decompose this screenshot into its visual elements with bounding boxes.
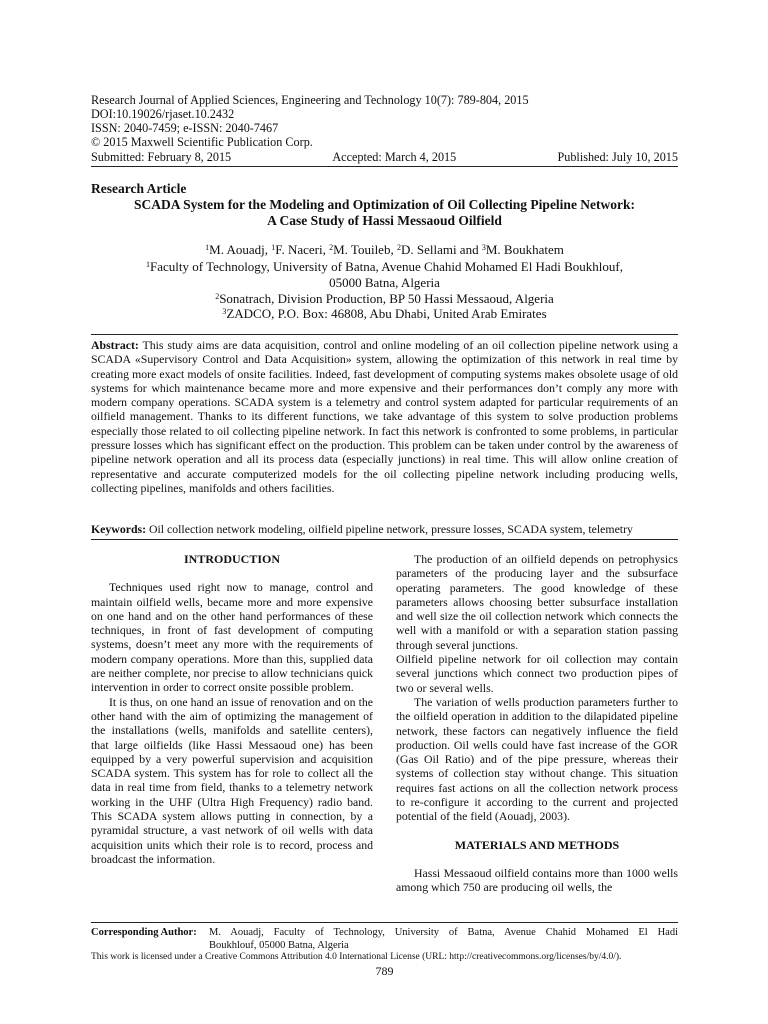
title-line-2: A Case Study of Hassi Messaoud Oilfield [267,213,502,228]
affiliation-2-text: Sonatrach, Division Production, BP 50 Hassi Messaoud, Algeria [219,291,554,306]
title-line-1: SCADA System for the Modeling and Optimization of Oil Collecting Pipeline Network: [133,197,636,212]
header-divider [91,166,678,167]
author-list [91,242,678,257]
author-sup: 3 [481,243,486,252]
license-note: This work is licensed under a Creative Commons Attribution 4.0 International License (URL: http://creativecommons.org/licenses/by/4.0/). [91,952,622,962]
author-sup: 1 [271,243,276,252]
author-name: D. Sellami and [400,242,482,257]
affiliation-sup: 3 [222,307,227,316]
corresponding-author-text: M. Aouadj, Faculty of Technology, University of Batna, Avenue Chahid Mohamed El Hadi [209,927,678,938]
section-heading-introduction: INTRODUCTION [183,552,280,566]
abstract-top-divider [91,334,678,335]
affiliation-2 [91,291,678,306]
doi-line: DOI:10.19026/rjaset.10.2432 [91,107,235,121]
section-heading-materials-methods: MATERIALS AND METHODS [454,837,620,852]
author-sup: 2 [396,243,401,252]
corresponding-author [91,927,678,952]
abstract [91,338,678,495]
journal-citation: Research Journal of Applied Sciences, Engineering and Technology 10(7): 789-804, 2015 [91,93,529,107]
intro-paragraph-1: Techniques used right now to manage, control and maintain oilfield wells, became more and more expensive on one hand and on the other hand performances of these techniques, in front of fast development of computing systems, doesn’t meet any more with the requirements of modern company operations. More than this, supplied data are neither complete, nor precise to allow technicians quick intervention in order to correct onsite possible problem. [91,580,373,695]
corresponding-author-label: Corresponding Author: [91,927,197,938]
issn-line: ISSN: 2040-7459; e-ISSN: 2040-7467 [91,121,279,135]
right-paragraph-1b: Oilfield pipeline network for oil collection may contain several junctions which connect two production pipes of two or several wells. [396,652,678,695]
affiliation-sup: 1 [146,260,151,269]
abstract-label: Abstract: [91,338,139,352]
author-name: M. Touileb, [333,242,397,257]
affiliation-3-text: ZADCO, P.O. Box: 46808, Abu Dhabi, United Arab Emirates [226,306,547,321]
corresponding-author-address: Boukhlouf, 05000 Batna, Algeria [209,939,349,951]
author-sup: 2 [329,243,334,252]
affiliation-1-line2: 05000 Batna, Algeria [329,275,440,290]
abstract-text: This study aims are data acquisition, control and online modeling of an oil collection pipeline network using a SCADA «Supervisory Control and Data Acquisition» system, allowing the optimization of this network in real time by creating more exact models of onsite facilities. Indeed, fast development of computing systems makes obsolete usage of old systems for which maintenance became more and more expensive and their performances don’t comply any more with modern company operations. SCADA system is a telemetry and control system adapted for particular requirements of an oilfield management. Thanks to its different functions, we take advantage of this system to solve production problems especially those related to oil collecting pipeline network. In fact this network is confronted to some problems, in particular pressure losses which has significant effect on the production. This problem can be taken under control by the awareness of pipeline network operation and all its process data (especially junctions) in real time. This will allow online creation of representative and accurate computerized models for the oil collecting pipeline network including producing wells, collecting pipelines, manifolds and others facilities. [91,338,678,495]
page-number: 789 [375,964,394,978]
dates-line [91,150,678,165]
author-name: M. Boukhatem [485,242,564,257]
affiliation-1-text: Faculty of Technology, University of Batna, Avenue Chahid Mohamed El Hadi Boukhlouf, [150,259,623,274]
right-column [396,552,678,895]
keywords [91,522,678,537]
methods-paragraph-1: Hassi Messaoud oilfield contains more than 1000 wells among which 750 are producing oil wells, the [396,865,678,895]
published-date: Published: July 10, 2015 [557,150,678,164]
left-column [91,552,373,866]
affiliation-3 [91,306,678,321]
article-type: Research Article [91,181,187,196]
affiliation-1 [91,259,678,274]
accepted-date: Accepted: March 4, 2015 [332,150,457,164]
author-name: M. Aouadj, [209,242,272,257]
keywords-divider [91,539,678,540]
author-name: F. Naceri, [275,242,330,257]
footer-divider [91,922,678,923]
submitted-date: Submitted: February 8, 2015 [91,150,232,164]
right-paragraph-2: The variation of wells production parameters further to the oilfield operation in addition to the dilapidated pipeline network, these factors can negatively influence the field production. Oil wells could have fast increase of the GOR (Gas Oil Ratio) and of the pipe pressure, whereas their systems of collection stay without change. This situation requires fast actions on all the collection network process to re-configure it according to the current and projected potential of the field (Aouadj, 2003). [396,694,678,824]
affiliation-sup: 2 [215,292,220,301]
author-sup: 1 [205,243,210,252]
keywords-text: Oil collection network modeling, oilfield pipeline network, pressure losses, SCADA system, telemetry [146,522,633,536]
copyright-line: © 2015 Maxwell Scientific Publication Corp. [91,135,313,149]
right-paragraph-1: The production of an oilfield depends on petrophysics parameters of the producing layer and the subsurface operating parameters. The good knowledge of these parameters allows choosing better subsurface installation and well size the oil collection network which connects the well with a manifold or with a separation station passing through several junctions. [396,552,678,652]
intro-paragraph-2: It is thus, on one hand an issue of renovation and on the other hand with the aim of optimizing the management of the installations (wells, manifolds and satellite centers), that large oilfields (like Hassi Messaoud one) has been equipped by a very powerful supervision and acquisition SCADA system. This system has for role to collect all the data in real time from field, thanks to a telemetry network working in the UHF (Ultra High Frequency) radio band. This SCADA system allows putting in connection, by a pyramidal structure, a vast network of oil wells with data acquisition units which their role is to record, process and broadcast the information. [91,694,373,866]
keywords-label: Keywords: [91,522,147,536]
